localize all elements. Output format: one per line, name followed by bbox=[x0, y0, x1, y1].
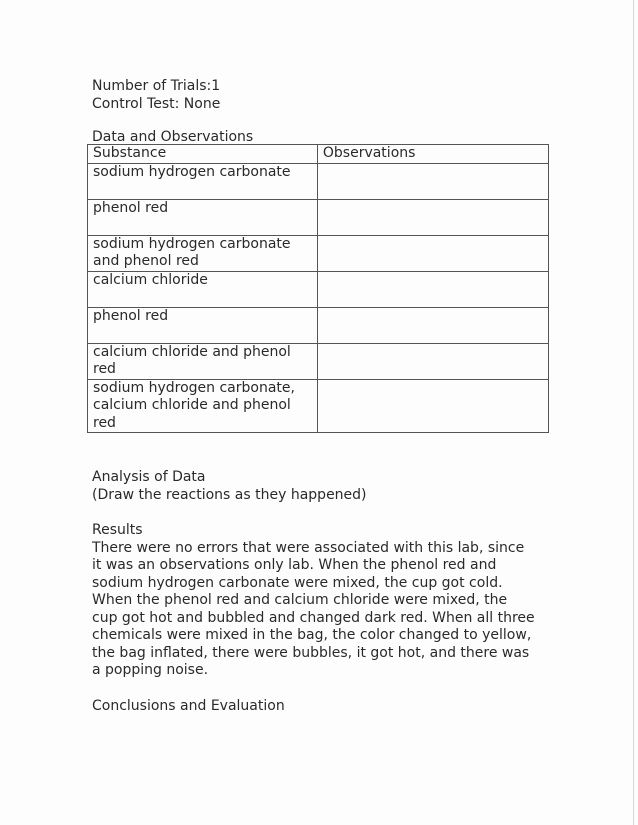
substance-text: red bbox=[93, 361, 116, 377]
results-line: When the phenol red and calcium chloride were mixed, the bbox=[92, 592, 508, 608]
analysis-title: Analysis of Data bbox=[92, 469, 206, 485]
substance-text: phenol red bbox=[93, 307, 169, 324]
substance-text: and phenol red bbox=[93, 253, 199, 269]
substance-cell bbox=[88, 307, 318, 343]
data-observations-title: Data and Observations bbox=[92, 129, 254, 145]
table-row bbox=[88, 235, 549, 271]
substance-text: calcium chloride bbox=[93, 271, 208, 288]
observation-cell[interactable] bbox=[317, 199, 548, 235]
results-line: it was an observations only lab. When the phenol red and bbox=[92, 557, 497, 573]
analysis-section bbox=[92, 469, 367, 504]
substance-cell bbox=[88, 235, 318, 271]
results-line: chemicals were mixed in the bag, the color changed to yellow, bbox=[92, 627, 532, 643]
observation-cell[interactable] bbox=[317, 379, 548, 433]
substance-text: sodium hydrogen carbonate, bbox=[93, 379, 295, 396]
analysis-subtitle: (Draw the reactions as they happened) bbox=[92, 486, 367, 503]
conclusions-title: Conclusions and Evaluation bbox=[92, 698, 285, 714]
table-row bbox=[88, 379, 549, 433]
substance-text: phenol red bbox=[93, 199, 169, 216]
substance-cell bbox=[88, 271, 318, 307]
observation-cell[interactable] bbox=[317, 163, 548, 199]
table-row bbox=[88, 271, 549, 307]
observations-header: Observations bbox=[317, 145, 548, 164]
results-line: the bag inflated, there were bubbles, it got hot, and there was bbox=[92, 644, 530, 661]
substance-text: sodium hydrogen carbonate bbox=[93, 163, 291, 180]
results-section bbox=[92, 522, 562, 680]
substance-text: calcium chloride and phenol bbox=[93, 343, 291, 360]
number-of-trials: Number of Trials:1 bbox=[92, 78, 221, 94]
table-row bbox=[88, 307, 549, 343]
table-row bbox=[88, 199, 549, 235]
results-line: There were no errors that were associated with this lab, since bbox=[92, 539, 525, 556]
observation-cell[interactable] bbox=[317, 307, 548, 343]
table-row bbox=[88, 343, 549, 379]
control-test: Control Test: None bbox=[92, 95, 221, 112]
results-paragraph bbox=[92, 540, 562, 680]
trials-block bbox=[92, 78, 220, 113]
page-edge bbox=[633, 0, 634, 825]
substance-cell bbox=[88, 199, 318, 235]
substance-text: sodium hydrogen carbonate bbox=[93, 235, 291, 252]
results-title: Results bbox=[92, 522, 143, 538]
results-line: a popping noise. bbox=[92, 662, 209, 678]
substance-text: calcium chloride and phenol bbox=[93, 397, 291, 413]
observations-table bbox=[87, 144, 549, 433]
results-line: sodium hydrogen carbonate were mixed, the cup got cold. bbox=[92, 574, 503, 591]
observation-cell[interactable] bbox=[317, 235, 548, 271]
substance-cell bbox=[88, 379, 318, 433]
substance-header: Substance bbox=[88, 145, 318, 164]
substance-cell bbox=[88, 343, 318, 379]
observation-cell[interactable] bbox=[317, 271, 548, 307]
observation-cell[interactable] bbox=[317, 343, 548, 379]
table-row bbox=[88, 163, 549, 199]
table-header-row bbox=[88, 145, 549, 164]
substance-cell bbox=[88, 163, 318, 199]
results-line: cup got hot and bubbled and changed dark red. When all three bbox=[92, 609, 535, 626]
substance-text: red bbox=[93, 414, 116, 431]
